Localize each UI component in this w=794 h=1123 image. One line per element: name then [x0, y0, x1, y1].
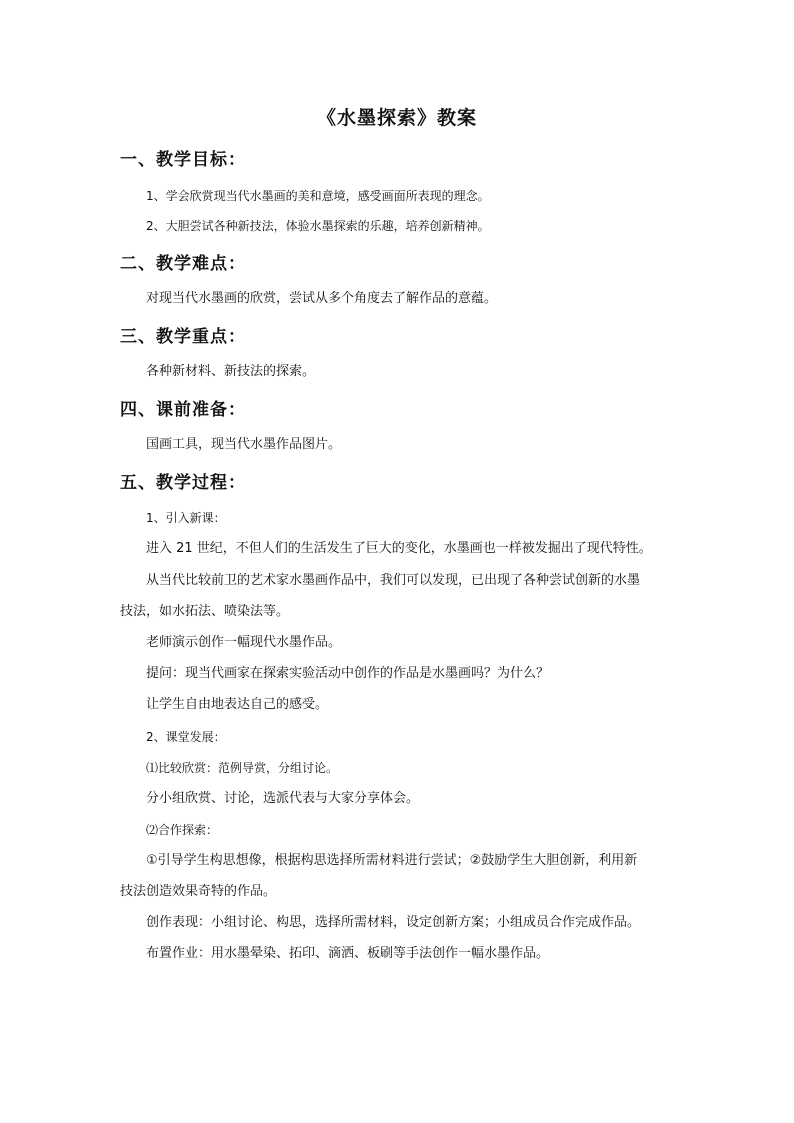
process-line-14: 创作表现：小组讨论、构思，选择所需材料，设定创新方案；小组成员合作完成作品。	[146, 915, 641, 930]
process-line-3: 从当代比较前卫的艺术家水墨画作品中，我们可以发现，已出现了各种尝试创新的水墨	[146, 573, 641, 588]
section-heading-key-points: 三、教学重点：	[120, 327, 246, 347]
process-line-13: 技法创造效果奇特的作品。	[120, 884, 277, 899]
document-title: 《水墨探索》教案	[316, 107, 477, 129]
process-line-15: 布置作业：用水墨晕染、拓印、滴洒、板刷等手法创作一幅水墨作品。	[146, 946, 550, 961]
process-line-11: ⑵合作探索：	[146, 823, 219, 837]
key-point-line-1: 各种新材料、新技法的探索。	[146, 364, 316, 379]
process-line-intro: 1、引入新课：	[146, 511, 226, 525]
section-heading-difficulties: 二、教学难点：	[120, 254, 246, 274]
objective-line-1: 1、学会欣赏现当代水墨画的美和意境，感受画面所表现的理念。	[146, 189, 490, 203]
process-line-10: 分小组欣赏、讨论，选派代表与大家分享体会。	[146, 791, 420, 806]
process-line-development: 2、课堂发展：	[146, 730, 226, 744]
process-line-2: 进入 21 世纪，不但人们的生活发生了巨大的变化，水墨画也一样被发掘出了现代特性。	[146, 541, 652, 556]
preparation-line-1: 国画工具，现当代水墨作品图片。	[146, 437, 342, 452]
process-line-6: 提问：现当代画家在探索实验活动中创作的作品是水墨画吗？为什么？	[146, 666, 550, 681]
process-line-7: 让学生自由地表达自己的感受。	[146, 697, 329, 712]
section-heading-preparation: 四、课前准备：	[120, 400, 246, 420]
process-line-4: 技法，如水拓法、喷染法等。	[120, 604, 290, 619]
section-heading-objectives: 一、教学目标：	[120, 150, 246, 170]
process-line-5: 老师演示创作一幅现代水墨作品。	[146, 635, 342, 650]
process-line-9: ⑴比较欣赏：范例导赏，分组讨论。	[146, 761, 339, 775]
process-line-12: ①引导学生构思想像，根据构思选择所需材料进行尝试；②鼓励学生大胆创新，利用新	[146, 853, 638, 868]
objective-line-2: 2、大胆尝试各种新技法，体验水墨探索的乐趣，培养创新精神。	[146, 219, 490, 233]
section-heading-process: 五、教学过程：	[120, 473, 246, 493]
difficulty-line-1: 对现当代水墨画的欣赏，尝试从多个角度去了解作品的意蕴。	[146, 291, 498, 306]
